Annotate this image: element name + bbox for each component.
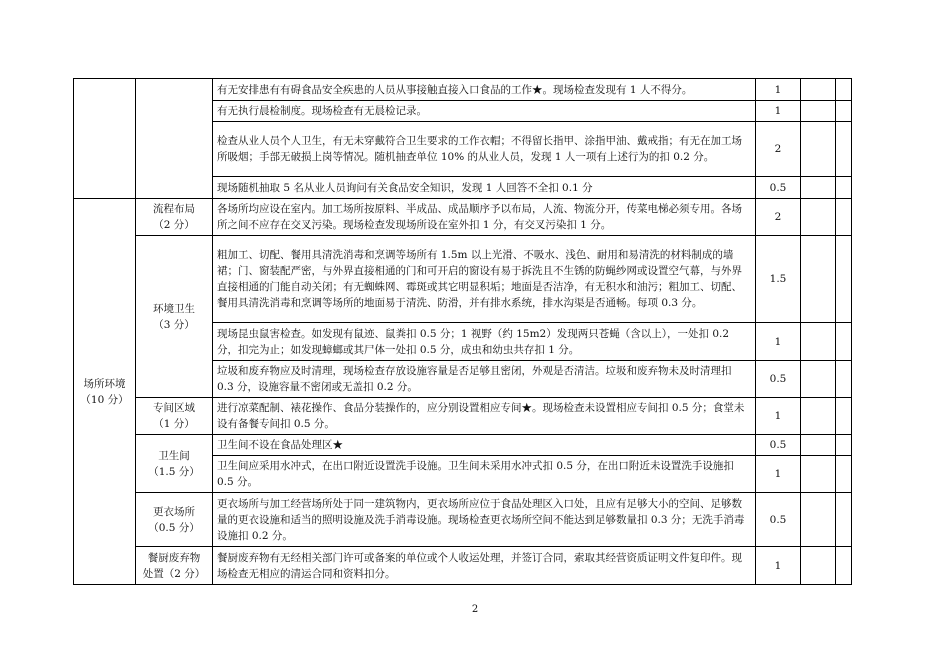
score-value: 2 bbox=[756, 122, 801, 177]
remark-cell bbox=[836, 177, 852, 199]
subcategory-points: （1 分） bbox=[153, 418, 195, 430]
page-number: 2 bbox=[471, 604, 479, 615]
inspection-table bbox=[73, 78, 852, 585]
deduction-cell bbox=[801, 323, 836, 361]
deduction-cell bbox=[801, 398, 836, 435]
remark-cell bbox=[836, 101, 852, 122]
criterion-text: 餐厨废弃物有无经相关部门许可或备案的单位或个人收运处理，并签订合同，索取其经营资质证明文件复印件。现场检查无相应的清运合同和资料扣分。 bbox=[213, 547, 756, 585]
remark-cell bbox=[836, 361, 852, 398]
remark-cell bbox=[836, 435, 852, 456]
score-value: 1 bbox=[756, 323, 801, 361]
table-row bbox=[74, 547, 852, 585]
remark-cell bbox=[836, 199, 852, 236]
criterion-text: 进行凉菜配制、裱花操作、食品分装操作的，应分别设置相应专间★。现场检查未设置相应专间扣 0.5 分；食堂未设有备餐专间扣 0.5 分。 bbox=[213, 398, 756, 435]
score-value: 0.5 bbox=[756, 177, 801, 199]
deduction-cell bbox=[801, 547, 836, 585]
subcategory-cell bbox=[136, 199, 213, 236]
subcategory-points: （3 分） bbox=[153, 318, 195, 331]
score-value: 1.5 bbox=[756, 236, 801, 323]
score-value: 1 bbox=[756, 101, 801, 122]
deduction-cell bbox=[801, 177, 836, 199]
remark-cell bbox=[836, 79, 852, 101]
score-value: 1 bbox=[756, 547, 801, 585]
remark-cell bbox=[836, 493, 852, 547]
score-value: 0.5 bbox=[756, 435, 801, 456]
deduction-cell bbox=[801, 456, 836, 493]
category-cell-empty bbox=[74, 79, 136, 199]
score-value: 1 bbox=[756, 456, 801, 493]
criterion-text: 粗加工、切配、餐用具清洗消毒和烹调等场所有 1.5m 以上光滑、不吸水、浅色、耐用和易清洗的材料制成的墙裙；门、窗装配严密，与外界直接相通的门和可开启的窗设有易于拆洗且不生锈的防蝇纱网或设置空气幕，与外界直接相通的门能自动关闭；有无蜘蛛网、霉斑或其它明显积垢；地面是否洁净，有无积水和油污；粗加工、切配、餐用具清洗消毒和烹调等场所的地面易于清洗、防滑，并有排水系统，排水沟渠是否通畅。每项 0.3 分。 bbox=[213, 236, 756, 323]
deduction-cell bbox=[801, 122, 836, 177]
subcategory-name: 卫生间 bbox=[158, 449, 190, 462]
table-row bbox=[74, 79, 852, 101]
subcategory-cell-empty bbox=[136, 79, 213, 199]
criterion-text: 卫生间应采用水冲式，在出口附近设置洗手设施。卫生间未采用水冲式扣 0.5 分，在出口附近未设置洗手设施扣 0.5 分。 bbox=[213, 456, 756, 493]
criterion-text: 各场所均应设在室内。加工场所按原料、半成品、成品顺序予以布局，人流、物流分开，传菜电梯必须专用。各场所之间不应存在交叉污染。现场检查发现场所设在室外扣 1 分，有交叉污染扣 1 分。 bbox=[213, 199, 756, 236]
remark-cell bbox=[836, 456, 852, 493]
criterion-text: 现场昆虫鼠害检查。如发现有鼠迹、鼠粪扣 0.5 分；1 视野（约 15m2）发现两只苍蝇（含以上），一处扣 0.2 分，扣完为止；如发现蟑螂或其尸体一处扣 0.5 分，成虫和幼虫共存扣 1 分。 bbox=[213, 323, 756, 361]
subcategory-points: （0.5 分） bbox=[148, 521, 200, 534]
table-row bbox=[74, 435, 852, 456]
subcategory-name: 餐厨废弃物 bbox=[147, 551, 201, 564]
subcategory-cell bbox=[136, 547, 213, 585]
score-value: 1 bbox=[756, 398, 801, 435]
subcategory-points: 处置（2 分） bbox=[142, 567, 206, 580]
deduction-cell bbox=[801, 236, 836, 323]
deduction-cell bbox=[801, 361, 836, 398]
remark-cell bbox=[836, 122, 852, 177]
criterion-text: 有无执行晨检制度。现场检查有无晨检记录。 bbox=[213, 101, 756, 122]
remark-cell bbox=[836, 323, 852, 361]
deduction-cell bbox=[801, 199, 836, 236]
deduction-cell bbox=[801, 435, 836, 456]
table-row bbox=[74, 199, 852, 236]
subcategory-cell bbox=[136, 236, 213, 398]
table-row bbox=[74, 493, 852, 547]
remark-cell bbox=[836, 398, 852, 435]
score-value: 0.5 bbox=[756, 493, 801, 547]
criterion-text: 现场随机抽取 5 名从业人员询问有关食品安全知识，发现 1 人回答不全扣 0.1 分 bbox=[213, 177, 756, 199]
subcategory-name: 更衣场所 bbox=[153, 505, 195, 518]
remark-cell bbox=[836, 236, 852, 323]
subcategory-cell bbox=[136, 435, 213, 493]
deduction-cell bbox=[801, 79, 836, 101]
category-points: （10 分） bbox=[80, 393, 129, 406]
subcategory-points: （1.5 分） bbox=[148, 465, 200, 478]
subcategory-points: （2 分） bbox=[153, 219, 195, 231]
table-row bbox=[74, 398, 852, 435]
subcategory-cell bbox=[136, 493, 213, 547]
subcategory-cell bbox=[136, 398, 213, 435]
table-row bbox=[74, 236, 852, 323]
remark-cell bbox=[836, 547, 852, 585]
score-value: 2 bbox=[756, 199, 801, 236]
criterion-text: 检查从业人员个人卫生，有无未穿戴符合卫生要求的工作衣帽；不得留长指甲、涂指甲油、戴戒指；有无在加工场所吸烟；手部无破损上岗等情况。随机抽查单位 10% 的从业人员，发现 1 人一项有上述行为的扣 0.2 分。 bbox=[213, 122, 756, 177]
criterion-text: 卫生间不设在食品处理区★ bbox=[213, 435, 756, 456]
subcategory-name: 流程布局 bbox=[153, 203, 195, 215]
category-name: 场所环境 bbox=[83, 377, 126, 390]
category-cell bbox=[74, 199, 136, 585]
criterion-text: 垃圾和废弃物应及时清理，现场检查存放设施容量是否足够且密闭，外观是否清洁。垃圾和废弃物未及时清理扣 0.3 分，设施容量不密闭或无盖扣 0.2 分。 bbox=[213, 361, 756, 398]
deduction-cell bbox=[801, 493, 836, 547]
score-value: 1 bbox=[756, 79, 801, 101]
subcategory-name: 环境卫生 bbox=[153, 302, 195, 315]
deduction-cell bbox=[801, 101, 836, 122]
criterion-text: 有无安排患有有碍食品安全疾患的人员从事接触直接入口食品的工作★。现场检查发现有 1 人不得分。 bbox=[213, 79, 756, 101]
score-value: 0.5 bbox=[756, 361, 801, 398]
criterion-text: 更衣场所与加工经营场所处于同一建筑物内，更衣场所应位于食品处理区入口处，且应有足够大小的空间、足够数量的更衣设施和适当的照明设施及洗手消毒设施。现场检查更衣场所空间不能达到足够数量扣 0.3 分；无洗手消毒设施扣 0.2 分。 bbox=[213, 493, 756, 547]
subcategory-name: 专间区域 bbox=[153, 402, 195, 414]
